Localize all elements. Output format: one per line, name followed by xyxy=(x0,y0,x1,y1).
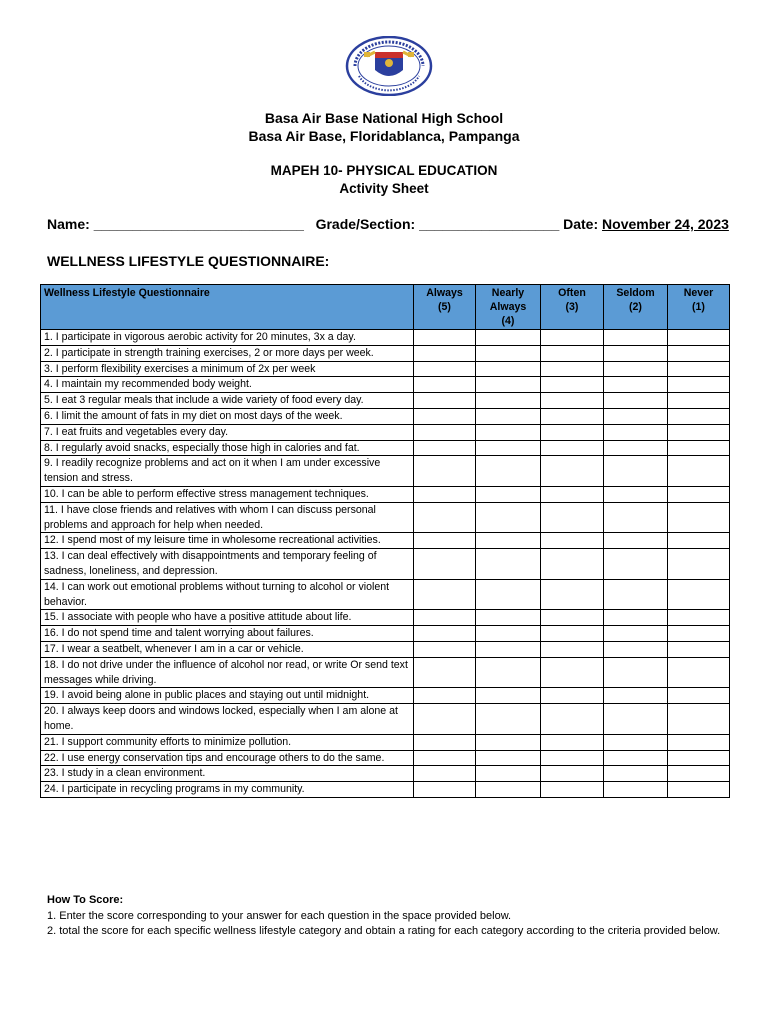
table-row xyxy=(41,782,730,798)
answer-cell-seldom[interactable] xyxy=(604,393,668,409)
answer-cell-often[interactable] xyxy=(541,610,604,626)
answer-cell-often[interactable] xyxy=(541,361,604,377)
answer-cell-nearly-always[interactable] xyxy=(476,657,541,688)
header-question: Wellness Lifestyle Questionnaire xyxy=(41,285,414,330)
answer-cell-nearly-always[interactable] xyxy=(476,734,541,750)
table-row xyxy=(41,486,730,502)
table-row xyxy=(41,549,730,580)
sheet-type: Activity Sheet xyxy=(339,181,429,196)
answer-cell-never[interactable] xyxy=(668,657,730,688)
answer-cell-always[interactable] xyxy=(414,734,476,750)
answer-cell-often[interactable] xyxy=(541,440,604,456)
table-row xyxy=(41,610,730,626)
subject-title: MAPEH 10- PHYSICAL EDUCATION xyxy=(270,163,498,178)
answer-cell-always[interactable] xyxy=(414,782,476,798)
answer-cell-often[interactable] xyxy=(541,734,604,750)
answer-cell-always[interactable] xyxy=(414,641,476,657)
answer-cell-never[interactable] xyxy=(668,734,730,750)
table-row xyxy=(41,533,730,549)
answer-cell-always[interactable] xyxy=(414,657,476,688)
table-row xyxy=(41,750,730,766)
answer-cell-often[interactable] xyxy=(541,750,604,766)
answer-cell-often[interactable] xyxy=(541,456,604,487)
question-text: 11. I have close friends and relatives with whom I can discuss personal problems and approach for help when needed. xyxy=(41,502,414,533)
answer-cell-often[interactable] xyxy=(541,408,604,424)
answer-cell-often[interactable] xyxy=(541,549,604,580)
question-text: 3. I perform flexibility exercises a minimum of 2x per week xyxy=(41,361,414,377)
answer-cell-always[interactable] xyxy=(414,393,476,409)
how-to-score xyxy=(47,893,727,940)
answer-cell-never[interactable] xyxy=(668,361,730,377)
answer-cell-nearly-always[interactable] xyxy=(476,502,541,533)
question-text: 14. I can work out emotional problems without turning to alcohol or violent behavior. xyxy=(41,579,414,610)
answer-cell-nearly-always[interactable] xyxy=(476,440,541,456)
question-text: 19. I avoid being alone in public places and staying out until midnight. xyxy=(41,688,414,704)
table-row xyxy=(41,440,730,456)
score-step-2: 2. total the score for each specific wellness lifestyle category and obtain a rating for each category according to the criteria provided below. xyxy=(47,925,721,937)
answer-cell-never[interactable] xyxy=(668,408,730,424)
answer-cell-never[interactable] xyxy=(668,393,730,409)
answer-cell-always[interactable] xyxy=(414,345,476,361)
header-always: Always (5) xyxy=(414,285,476,330)
question-text: 21. I support community efforts to minimize pollution. xyxy=(41,734,414,750)
answer-cell-always[interactable] xyxy=(414,361,476,377)
answer-cell-nearly-always[interactable] xyxy=(476,330,541,346)
answer-cell-seldom[interactable] xyxy=(604,502,668,533)
answer-cell-nearly-always[interactable] xyxy=(476,377,541,393)
answer-cell-seldom[interactable] xyxy=(604,330,668,346)
question-text: 2. I participate in strength training exercises, 2 or more days per week. xyxy=(41,345,414,361)
answer-cell-nearly-always[interactable] xyxy=(476,486,541,502)
table-row xyxy=(41,502,730,533)
answer-cell-nearly-always[interactable] xyxy=(476,533,541,549)
question-text: 8. I regularly avoid snacks, especially those high in calories and fat. xyxy=(41,440,414,456)
date-value: November 24, 2023 xyxy=(602,216,729,232)
table-row xyxy=(41,377,730,393)
table-row xyxy=(41,626,730,642)
answer-cell-seldom[interactable] xyxy=(604,688,668,704)
question-text: 22. I use energy conservation tips and encourage others to do the same. xyxy=(41,750,414,766)
table-row xyxy=(41,361,730,377)
answer-cell-often[interactable] xyxy=(541,688,604,704)
answer-cell-never[interactable] xyxy=(668,440,730,456)
table-row xyxy=(41,345,730,361)
question-text: 17. I wear a seatbelt, whenever I am in a car or vehicle. xyxy=(41,641,414,657)
header-never: Never (1) xyxy=(668,285,730,330)
answer-cell-often[interactable] xyxy=(541,657,604,688)
answer-cell-seldom[interactable] xyxy=(604,657,668,688)
answer-cell-always[interactable] xyxy=(414,408,476,424)
answer-cell-never[interactable] xyxy=(668,610,730,626)
answer-cell-always[interactable] xyxy=(414,549,476,580)
question-text: 10. I can be able to perform effective stress management techniques. xyxy=(41,486,414,502)
answer-cell-never[interactable] xyxy=(668,486,730,502)
answer-cell-nearly-always[interactable] xyxy=(476,641,541,657)
answer-cell-never[interactable] xyxy=(668,704,730,735)
question-text: 1. I participate in vigorous aerobic activity for 20 minutes, 3x a day. xyxy=(41,330,414,346)
answer-cell-seldom[interactable] xyxy=(604,377,668,393)
answer-cell-often[interactable] xyxy=(541,377,604,393)
school-name: Basa Air Base National High School xyxy=(264,110,504,126)
question-text: 20. I always keep doors and windows locked, especially when I am alone at home. xyxy=(41,704,414,735)
answer-cell-seldom[interactable] xyxy=(604,533,668,549)
answer-cell-never[interactable] xyxy=(668,502,730,533)
questionnaire-body xyxy=(41,330,730,798)
answer-cell-nearly-always[interactable] xyxy=(476,579,541,610)
answer-cell-never[interactable] xyxy=(668,456,730,487)
table-row xyxy=(41,704,730,735)
answer-cell-seldom[interactable] xyxy=(604,456,668,487)
answer-cell-often[interactable] xyxy=(541,766,604,782)
answer-cell-always[interactable] xyxy=(414,486,476,502)
answer-cell-nearly-always[interactable] xyxy=(476,549,541,580)
question-text: 15. I associate with people who have a positive attitude about life. xyxy=(41,610,414,626)
answer-cell-never[interactable] xyxy=(668,377,730,393)
name-label: Name: xyxy=(47,216,90,232)
table-row xyxy=(41,579,730,610)
answer-cell-nearly-always[interactable] xyxy=(476,750,541,766)
answer-cell-seldom[interactable] xyxy=(604,750,668,766)
school-address: Basa Air Base, Floridablanca, Pampanga xyxy=(248,128,520,144)
answer-cell-seldom[interactable] xyxy=(604,626,668,642)
question-text: 16. I do not spend time and talent worrying about failures. xyxy=(41,626,414,642)
answer-cell-always[interactable] xyxy=(414,377,476,393)
answer-cell-never[interactable] xyxy=(668,688,730,704)
question-text: 7. I eat fruits and vegetables every day. xyxy=(41,424,414,440)
answer-cell-nearly-always[interactable] xyxy=(476,688,541,704)
answer-cell-nearly-always[interactable] xyxy=(476,393,541,409)
answer-cell-often[interactable] xyxy=(541,345,604,361)
answer-cell-often[interactable] xyxy=(541,533,604,549)
wellness-questionnaire-table xyxy=(40,284,730,798)
answer-cell-nearly-always[interactable] xyxy=(476,626,541,642)
score-step-1: 1. Enter the score corresponding to your answer for each question in the space provided below. xyxy=(47,909,512,922)
answer-cell-never[interactable] xyxy=(668,345,730,361)
answer-cell-seldom[interactable] xyxy=(604,766,668,782)
answer-cell-seldom[interactable] xyxy=(604,734,668,750)
answer-cell-never[interactable] xyxy=(668,549,730,580)
answer-cell-always[interactable] xyxy=(414,502,476,533)
answer-cell-nearly-always[interactable] xyxy=(476,361,541,377)
answer-cell-never[interactable] xyxy=(668,579,730,610)
answer-cell-nearly-always[interactable] xyxy=(476,456,541,487)
answer-cell-often[interactable] xyxy=(541,782,604,798)
answer-cell-always[interactable] xyxy=(414,440,476,456)
answer-cell-never[interactable] xyxy=(668,330,730,346)
table-row xyxy=(41,456,730,487)
answer-cell-seldom[interactable] xyxy=(604,704,668,735)
answer-cell-nearly-always[interactable] xyxy=(476,782,541,798)
deped-seal-logo xyxy=(345,36,433,96)
answer-cell-seldom[interactable] xyxy=(604,486,668,502)
answer-cell-often[interactable] xyxy=(541,704,604,735)
header-seldom: Seldom (2) xyxy=(604,285,668,330)
answer-cell-nearly-always[interactable] xyxy=(476,704,541,735)
question-text: 18. I do not drive under the influence of alcohol nor read, or write Or send text messages while driving. xyxy=(41,657,414,688)
table-row xyxy=(41,688,730,704)
answer-cell-seldom[interactable] xyxy=(604,424,668,440)
question-text: 12. I spend most of my leisure time in wholesome recreational activities. xyxy=(41,533,414,549)
answer-cell-often[interactable] xyxy=(541,641,604,657)
grade-section-blank[interactable]: __________________ xyxy=(419,216,560,232)
answer-cell-always[interactable] xyxy=(414,579,476,610)
answer-cell-always[interactable] xyxy=(414,688,476,704)
answer-cell-seldom[interactable] xyxy=(604,579,668,610)
answer-cell-always[interactable] xyxy=(414,704,476,735)
answer-cell-seldom[interactable] xyxy=(604,345,668,361)
question-text: 4. I maintain my recommended body weight. xyxy=(41,377,414,393)
answer-cell-often[interactable] xyxy=(541,330,604,346)
table-row xyxy=(41,766,730,782)
answer-cell-always[interactable] xyxy=(414,330,476,346)
header-nearly-always: Nearly Always (4) xyxy=(476,285,541,330)
answer-cell-seldom[interactable] xyxy=(604,782,668,798)
table-row xyxy=(41,330,730,346)
table-header-row xyxy=(41,285,730,330)
answer-cell-often[interactable] xyxy=(541,502,604,533)
question-text: 24. I participate in recycling programs in my community. xyxy=(41,782,414,798)
answer-cell-seldom[interactable] xyxy=(604,610,668,626)
student-info-row xyxy=(47,216,727,232)
score-heading: How To Score: xyxy=(47,894,124,906)
answer-cell-often[interactable] xyxy=(541,393,604,409)
table-row xyxy=(41,408,730,424)
date-label: Date: xyxy=(563,216,599,232)
answer-cell-never[interactable] xyxy=(668,533,730,549)
answer-cell-always[interactable] xyxy=(414,610,476,626)
answer-cell-never[interactable] xyxy=(668,641,730,657)
answer-cell-often[interactable] xyxy=(541,626,604,642)
answer-cell-always[interactable] xyxy=(414,626,476,642)
answer-cell-often[interactable] xyxy=(541,579,604,610)
answer-cell-never[interactable] xyxy=(668,750,730,766)
table-row xyxy=(41,657,730,688)
answer-cell-nearly-always[interactable] xyxy=(476,610,541,626)
answer-cell-seldom[interactable] xyxy=(604,549,668,580)
answer-cell-always[interactable] xyxy=(414,750,476,766)
table-row xyxy=(41,393,730,409)
answer-cell-nearly-always[interactable] xyxy=(476,408,541,424)
answer-cell-seldom[interactable] xyxy=(604,641,668,657)
table-row xyxy=(41,641,730,657)
question-text: 23. I study in a clean environment. xyxy=(41,766,414,782)
answer-cell-never[interactable] xyxy=(668,766,730,782)
question-text: 13. I can deal effectively with disappointments and temporary feeling of sadness, loneliness, and depression. xyxy=(41,549,414,580)
answer-cell-seldom[interactable] xyxy=(604,361,668,377)
answer-cell-nearly-always[interactable] xyxy=(476,766,541,782)
answer-cell-nearly-always[interactable] xyxy=(476,345,541,361)
name-blank[interactable]: ___________________________ xyxy=(93,216,304,232)
header-often: Often (3) xyxy=(541,285,604,330)
grade-section-label: Grade/Section: xyxy=(315,216,416,232)
answer-cell-never[interactable] xyxy=(668,424,730,440)
table-row xyxy=(41,734,730,750)
answer-cell-often[interactable] xyxy=(541,424,604,440)
question-text: 6. I limit the amount of fats in my diet on most days of the week. xyxy=(41,408,414,424)
answer-cell-seldom[interactable] xyxy=(604,408,668,424)
table-row xyxy=(41,424,730,440)
answer-cell-always[interactable] xyxy=(414,456,476,487)
questionnaire-heading: WELLNESS LIFESTYLE QUESTIONNAIRE: xyxy=(47,253,330,269)
answer-cell-nearly-always[interactable] xyxy=(476,424,541,440)
answer-cell-never[interactable] xyxy=(668,626,730,642)
answer-cell-often[interactable] xyxy=(541,486,604,502)
answer-cell-always[interactable] xyxy=(414,533,476,549)
question-text: 9. I readily recognize problems and act on it when I am under excessive tension and stress. xyxy=(41,456,414,487)
question-text: 5. I eat 3 regular meals that include a wide variety of food every day. xyxy=(41,393,414,409)
answer-cell-always[interactable] xyxy=(414,766,476,782)
answer-cell-never[interactable] xyxy=(668,782,730,798)
answer-cell-seldom[interactable] xyxy=(604,440,668,456)
answer-cell-always[interactable] xyxy=(414,424,476,440)
